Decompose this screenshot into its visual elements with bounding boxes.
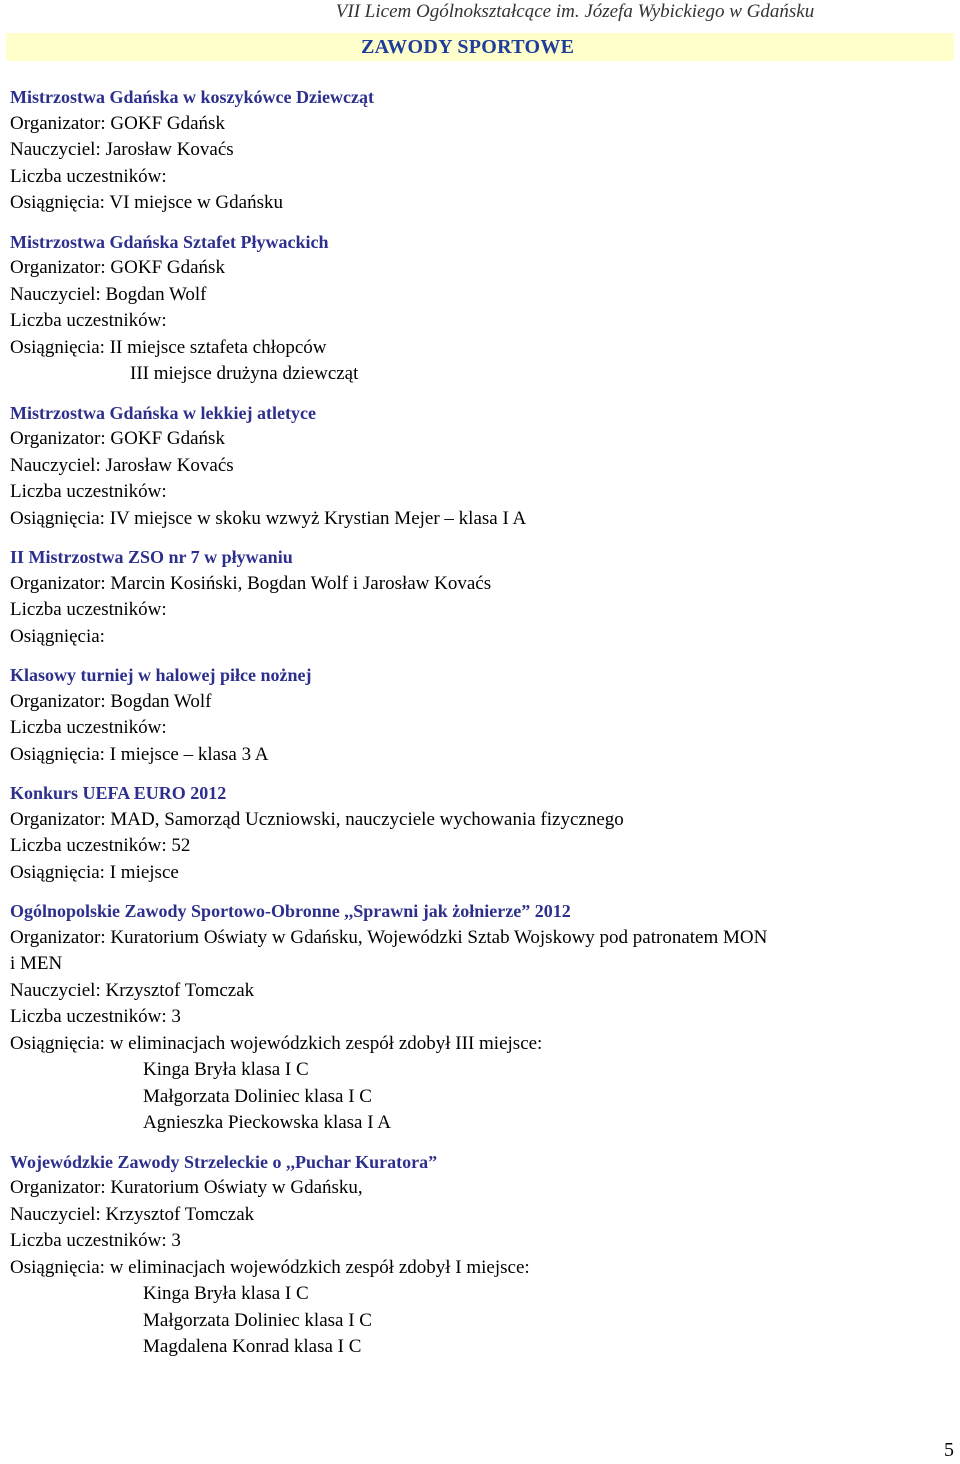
participants-line: Liczba uczestników:: [10, 165, 167, 187]
achievement-extra-line: III miejsce drużyna dziewcząt: [130, 363, 359, 384]
event-title: Wojewódzkie Zawody Strzeleckie o ,,Puchar Kuratora”: [10, 1151, 438, 1172]
organizer-line: Organizator: GOKF Gdańsk: [10, 428, 225, 449]
participants-line: Liczba uczestników: 3: [10, 1230, 181, 1251]
event-section: [10, 544, 950, 650]
school-header: VII Licem Ogólnokształcące im. Józefa Wybickiego w Gdańsku: [335, 1, 815, 22]
event-title: Klasowy turniej w halowej piłce nożnej: [10, 665, 312, 685]
teacher-line: Nauczyciel: Krzysztof Tomczak: [10, 979, 255, 1001]
participant-name: Małgorzata Doliniec klasa I C: [143, 1085, 372, 1107]
document-body: [10, 84, 950, 1373]
teacher-line: Nauczyciel: Jarosław Kovaćs: [10, 454, 234, 476]
organizer-line: Organizator: GOKF Gdańsk: [10, 112, 225, 134]
participants-line: Liczba uczestników: 3: [10, 1006, 181, 1027]
participant-name: Magdalena Konrad klasa I C: [143, 1336, 362, 1357]
event-section: [10, 84, 950, 217]
participants-line: Liczba uczestników:: [10, 599, 167, 620]
organizer-line-continued: i MEN: [10, 953, 63, 974]
achievements-line: Osiągnięcia: w eliminacjach wojewódzkich zespół zdobył III miejsce:: [10, 1032, 543, 1054]
achievements-line: Osiągnięcia:: [10, 625, 105, 647]
event-title: II Mistrzostwa ZSO nr 7 w pływaniu: [10, 547, 293, 567]
event-section: [10, 1149, 950, 1361]
participant-name: Małgorzata Doliniec klasa I C: [143, 1309, 372, 1331]
page-number: 5: [944, 1439, 954, 1461]
participant-name: Agnieszka Pieckowska klasa I A: [143, 1112, 391, 1133]
organizer-line: Organizator: Marcin Kosiński, Bogdan Wolf i Jarosław Kovaćs: [10, 572, 492, 594]
organizer-line: Organizator: Bogdan Wolf: [10, 690, 212, 712]
participants-line: Liczba uczestników: 52: [10, 835, 191, 856]
event-title: Konkurs UEFA EURO 2012: [10, 783, 227, 803]
achievements-line: Osiągnięcia: I miejsce: [10, 861, 179, 883]
teacher-line: Nauczyciel: Jarosław Kovaćs: [10, 139, 234, 160]
event-title: Mistrzostwa Gdańska Sztafet Pływackich: [10, 231, 329, 252]
organizer-line: Organizator: Kuratorium Oświaty w Gdańsku, Wojewódzki Sztab Wojskowy pod patronatem MON: [10, 926, 768, 948]
achievements-line: Osiągnięcia: II miejsce sztafeta chłopców: [10, 336, 327, 358]
achievements-line: Osiągnięcia: w eliminacjach wojewódzkich zespół zdobył I miejsce:: [10, 1256, 530, 1278]
teacher-line: Nauczyciel: Bogdan Wolf: [10, 283, 207, 305]
event-section: [10, 898, 950, 1137]
event-section: [10, 780, 950, 886]
participants-line: Liczba uczestników:: [10, 481, 167, 502]
achievements-line: Osiągnięcia: IV miejsce w skoku wzwyż Krystian Mejer – klasa I A: [10, 507, 527, 529]
banner-title: ZAWODY SPORTOWE: [361, 36, 575, 58]
organizer-line: Organizator: MAD, Samorząd Uczniowski, nauczyciele wychowania fizycznego: [10, 808, 624, 830]
organizer-line: Organizator: GOKF Gdańsk: [10, 257, 225, 278]
event-title: Mistrzostwa Gdańska w koszykówce Dziewcząt: [10, 87, 374, 107]
section-banner: [6, 33, 954, 61]
event-section: [10, 662, 950, 768]
event-section: [10, 400, 950, 533]
participants-line: Liczba uczestników:: [10, 310, 167, 331]
achievements-line: Osiągnięcia: I miejsce – klasa 3 A: [10, 743, 269, 765]
participant-name: Kinga Bryła klasa I C: [143, 1059, 309, 1080]
organizer-line: Organizator: Kuratorium Oświaty w Gdańsku,: [10, 1177, 363, 1198]
event-title: Mistrzostwa Gdańska w lekkiej atletyce: [10, 402, 316, 423]
participant-name: Kinga Bryła klasa I C: [143, 1283, 309, 1304]
participants-line: Liczba uczestników:: [10, 717, 167, 738]
teacher-line: Nauczyciel: Krzysztof Tomczak: [10, 1203, 255, 1225]
event-title: Ogólnopolskie Zawody Sportowo-Obronne ,,Sprawni jak żołnierze” 2012: [10, 901, 571, 921]
event-section: [10, 229, 950, 388]
achievements-line: Osiągnięcia: VI miejsce w Gdańsku: [10, 192, 283, 213]
